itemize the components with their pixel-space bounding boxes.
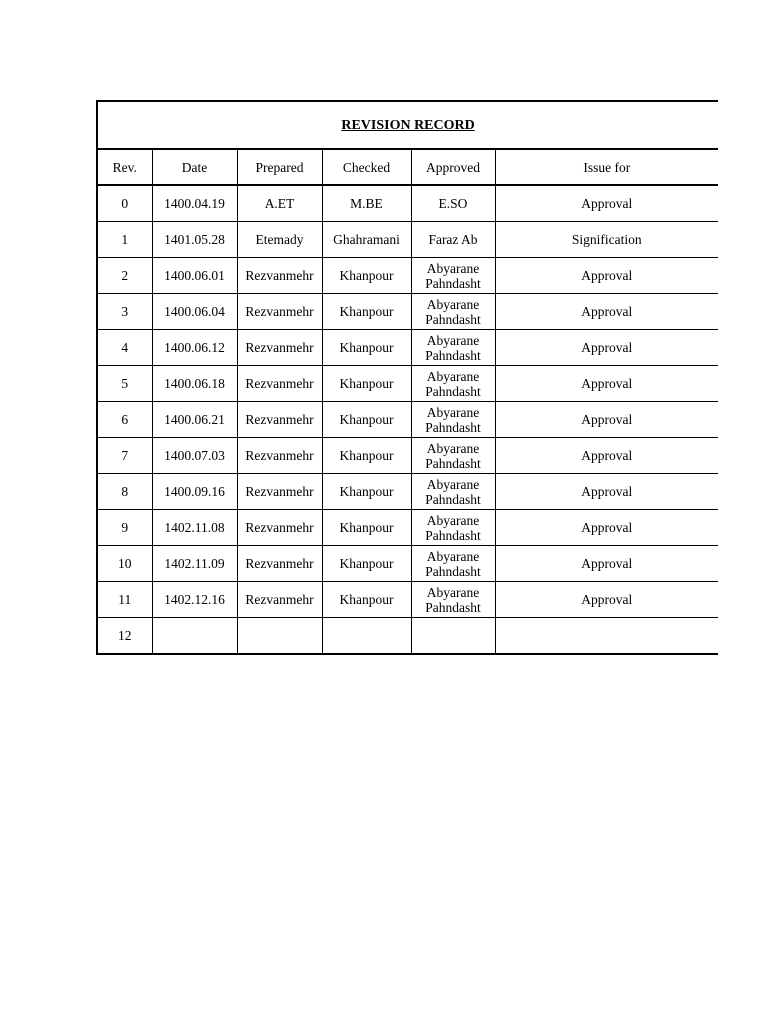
cell-checked: Khanpour [322,510,411,546]
cell-rev: 12 [97,618,152,655]
column-header-checked: Checked [322,149,411,185]
cell-issue-for: Approval [495,510,718,546]
cell-approved [411,294,495,330]
cell-prepared: Rezvanmehr [237,366,322,402]
table-row [97,330,718,366]
approved-name-line: E.SO [438,196,468,211]
approved-name-line: Pahndasht [425,347,481,363]
cell-date: 1400.06.04 [152,294,237,330]
approved-name-line: Abyarane [426,404,480,420]
table-row [97,618,718,655]
table-row [97,438,718,474]
cell-issue-for: Signification [495,222,718,258]
cell-rev: 11 [97,582,152,618]
approved-name-line: Pahndasht [425,275,481,291]
cell-prepared: Rezvanmehr [237,330,322,366]
column-header-prepared: Prepared [237,149,322,185]
approved-name-line: Pahndasht [425,455,481,471]
cell-prepared: Rezvanmehr [237,510,322,546]
cell-date: 1402.12.16 [152,582,237,618]
cell-issue-for: Approval [495,582,718,618]
approved-name-line: Abyarane [426,548,480,564]
cell-prepared: Etemady [237,222,322,258]
approved-name-line: Pahndasht [425,491,481,507]
table-row [97,366,718,402]
table-row [97,185,718,222]
cell-prepared: A.ET [237,185,322,222]
table-title: REVISION RECORD [341,118,475,133]
cell-date: 1402.11.08 [152,510,237,546]
approved-name-line: Pahndasht [425,563,481,579]
cell-rev: 0 [97,185,152,222]
approved-name-line: Abyarane [426,332,480,348]
cell-prepared: Rezvanmehr [237,546,322,582]
table-row [97,582,718,618]
approved-name-line: Abyarane [426,296,480,312]
cell-date: 1400.04.19 [152,185,237,222]
cell-rev: 6 [97,402,152,438]
table-row [97,402,718,438]
cell-approved [411,546,495,582]
cell-approved [411,330,495,366]
cell-rev: 3 [97,294,152,330]
cell-issue-for: Approval [495,330,718,366]
table-title-cell [97,101,718,149]
cell-rev: 4 [97,330,152,366]
cell-checked: Khanpour [322,438,411,474]
approved-name-line: Abyarane [426,260,480,276]
column-header-approved: Approved [411,149,495,185]
cell-checked: Khanpour [322,258,411,294]
cell-approved [411,222,495,258]
cell-checked: Ghahramani [322,222,411,258]
cell-checked: Khanpour [322,402,411,438]
cell-issue-for: Approval [495,258,718,294]
table-row [97,510,718,546]
approved-name-line: Pahndasht [425,599,481,615]
cell-date: 1401.05.28 [152,222,237,258]
cell-date: 1400.06.01 [152,258,237,294]
table-row [97,258,718,294]
approved-name-line: Pahndasht [425,419,481,435]
cell-issue-for: Approval [495,438,718,474]
cell-prepared: Rezvanmehr [237,294,322,330]
header-row [97,149,718,185]
cell-checked: Khanpour [322,474,411,510]
cell-rev: 5 [97,366,152,402]
table-row [97,222,718,258]
cell-date: 1400.07.03 [152,438,237,474]
cell-prepared: Rezvanmehr [237,258,322,294]
cell-prepared: Rezvanmehr [237,474,322,510]
cell-date: 1400.06.12 [152,330,237,366]
cell-issue-for: Approval [495,366,718,402]
cell-prepared: Rezvanmehr [237,582,322,618]
cell-approved [411,438,495,474]
cell-approved [411,185,495,222]
cell-approved [411,402,495,438]
cell-approved [411,258,495,294]
cell-issue-for: Approval [495,402,718,438]
cell-prepared: Rezvanmehr [237,402,322,438]
cell-checked: Khanpour [322,582,411,618]
cell-approved [411,366,495,402]
cell-issue-for: Approval [495,546,718,582]
approved-name-line: Abyarane [426,512,480,528]
cell-date [152,618,237,655]
approved-name-line: Abyarane [426,440,480,456]
cell-date: 1402.11.09 [152,546,237,582]
approved-name-line: Pahndasht [425,311,481,327]
cell-approved [411,510,495,546]
approved-name-line: Pahndasht [425,527,481,543]
approved-name-line: Pahndasht [425,383,481,399]
cell-date: 1400.06.18 [152,366,237,402]
cell-checked: Khanpour [322,330,411,366]
cell-rev: 9 [97,510,152,546]
cell-rev: 10 [97,546,152,582]
approved-name-line: Abyarane [426,584,480,600]
cell-prepared: Rezvanmehr [237,438,322,474]
column-header-date: Date [152,149,237,185]
approved-name-line: Faraz Ab [428,232,478,247]
cell-approved [411,582,495,618]
cell-issue-for: Approval [495,294,718,330]
cell-date: 1400.09.16 [152,474,237,510]
table-body [97,185,718,654]
table-row [97,546,718,582]
cell-checked: Khanpour [322,546,411,582]
cell-approved [411,474,495,510]
cell-checked [322,618,411,655]
cell-checked: Khanpour [322,366,411,402]
cell-date: 1400.06.21 [152,402,237,438]
column-header-issue-for: Issue for [495,149,718,185]
approved-name-line: Abyarane [426,476,480,492]
revision-record-table [96,100,718,655]
title-row [97,101,718,149]
cell-approved [411,618,495,655]
cell-rev: 1 [97,222,152,258]
column-header-rev: Rev. [97,149,152,185]
approved-name-line: Abyarane [426,368,480,384]
cell-issue-for [495,618,718,655]
cell-rev: 7 [97,438,152,474]
table-row [97,474,718,510]
cell-rev: 2 [97,258,152,294]
cell-checked: M.BE [322,185,411,222]
cell-issue-for: Approval [495,474,718,510]
cell-prepared [237,618,322,655]
cell-issue-for: Approval [495,185,718,222]
table-row [97,294,718,330]
cell-checked: Khanpour [322,294,411,330]
cell-rev: 8 [97,474,152,510]
